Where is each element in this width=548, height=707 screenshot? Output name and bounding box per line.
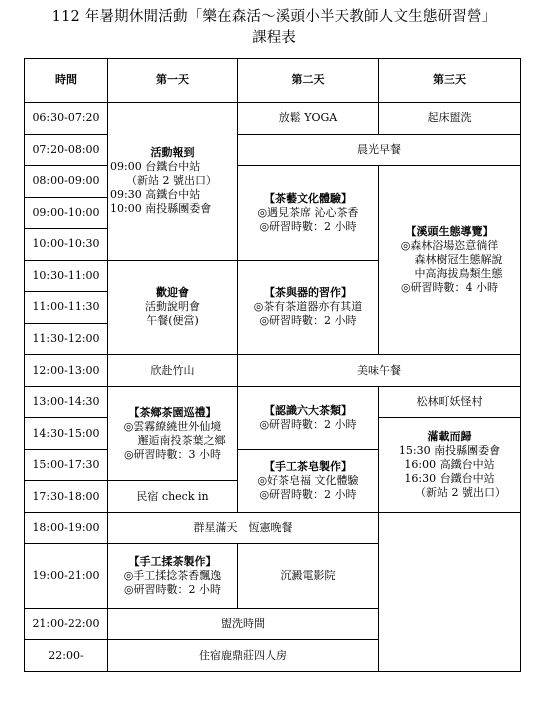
table-row xyxy=(25,134,521,166)
checkin-title: 活動報到 xyxy=(150,146,195,160)
tea-making-line: ◎手工揉捻茶香飄逸 xyxy=(123,569,222,583)
tea-soap-title: 【手工茶皂製作】 xyxy=(264,459,352,473)
schedule-table xyxy=(24,58,521,672)
day2-tea-soap-cell xyxy=(238,449,379,512)
day3-wake-cell: 起床盥洗 xyxy=(379,102,521,134)
time-cell: 21:00-22:00 xyxy=(25,608,108,640)
table-row xyxy=(25,166,521,198)
table-row xyxy=(25,512,521,544)
six-teas-line: ◎研習時數：2 小時 xyxy=(259,417,357,431)
tea-soap-line: ◎研習時數：2 小時 xyxy=(259,487,357,501)
header-time: 時間 xyxy=(25,59,108,103)
time-cell: 13:00-14:30 xyxy=(25,386,108,418)
welcome-title: 歡迎會 xyxy=(156,286,189,300)
day3-return-cell xyxy=(379,418,521,513)
ecology-line: ◎森林浴場恣意徜徉 xyxy=(400,239,499,253)
table-row xyxy=(25,386,521,418)
time-cell: 06:30-07:20 xyxy=(25,102,108,134)
breakfast-cell: 晨光早餐 xyxy=(238,134,521,166)
header-day2: 第二天 xyxy=(238,59,379,103)
dinner-cell: 群星滿天 恆憲晚餐 xyxy=(108,512,379,544)
checkin-line: 09:00 台鐵台中站 xyxy=(110,160,201,174)
lodging-cell: 住宿鹿鼎莊四人房 xyxy=(108,640,379,672)
tea-tour-line: ◎研習時數：3 小時 xyxy=(123,447,222,461)
tea-art-line: ◎研習時數：2 小時 xyxy=(259,219,357,233)
tea-ware-title: 【茶與器的習作】 xyxy=(264,286,352,300)
time-cell: 10:30-11:00 xyxy=(25,260,108,292)
day2-tea-ware-cell xyxy=(238,260,379,355)
time-cell: 09:00-10:00 xyxy=(25,197,108,229)
table-row xyxy=(25,102,521,134)
return-title: 滿載而歸 xyxy=(427,430,472,444)
day1-checkin-cell xyxy=(108,102,238,260)
welcome-line: 午餐(便當) xyxy=(146,314,199,328)
lunch-cell: 美味午餐 xyxy=(238,355,521,387)
tea-making-title: 【手工揉茶製作】 xyxy=(128,555,217,569)
day1-bnb-cell: 民宿 check in xyxy=(108,481,238,513)
return-line: （新站 2 號出口） xyxy=(415,486,506,500)
return-line: 16:00 高鐵台中站 xyxy=(404,458,495,472)
time-cell: 11:30-12:00 xyxy=(25,323,108,355)
time-cell: 19:00-21:00 xyxy=(25,544,108,608)
time-cell: 10:00-10:30 xyxy=(25,229,108,261)
time-cell: 11:00-11:30 xyxy=(25,292,108,324)
tea-tour-line: ◎雲霧繚繞世外仙境 xyxy=(123,419,222,433)
checkin-line: 09:30 高鐵台中站 xyxy=(110,188,201,202)
tea-ware-line: ◎研習時數：2 小時 xyxy=(259,314,357,328)
time-cell: 15:00-17:30 xyxy=(25,449,108,481)
day3-village-cell: 松林町妖怪村 xyxy=(379,386,521,418)
time-cell: 08:00-09:00 xyxy=(25,166,108,198)
day1-welcome-cell xyxy=(108,260,238,355)
ecology-line: 中高海拔鳥類生態 xyxy=(414,267,503,281)
ecology-line: ◎研習時數：4 小時 xyxy=(400,281,499,295)
day2-tea-art-cell xyxy=(238,166,379,261)
day1-trip-cell: 欣赴竹山 xyxy=(108,355,238,387)
ecology-title: 【溪頭生態導覽】 xyxy=(405,225,494,239)
page-subtitle: 課程表 xyxy=(252,30,296,46)
tea-soap-line: ◎好茶皂福 文化體驗 xyxy=(257,473,359,487)
tea-making-line: ◎研習時數：2 小時 xyxy=(123,583,222,597)
header-row xyxy=(25,59,521,103)
day2-cinema-cell: 沉澱電影院 xyxy=(238,544,379,608)
tea-tour-title: 【茶鄉茶園巡禮】 xyxy=(128,405,217,419)
day3-empty-cell xyxy=(379,512,521,671)
return-line: 16:30 台鐵台中站 xyxy=(404,472,495,486)
time-cell: 22:00- xyxy=(25,640,108,672)
tea-art-title: 【茶藝文化體驗】 xyxy=(264,191,352,205)
welcome-line: 活動說明會 xyxy=(145,300,200,314)
ecology-line: 森林樹冠生態解說 xyxy=(414,253,503,267)
day3-ecology-cell xyxy=(379,166,521,355)
return-line: 15:30 南投縣團委會 xyxy=(398,444,501,458)
tea-ware-line: ◎茶有茶道器亦有其道 xyxy=(253,300,363,314)
header-day1: 第一天 xyxy=(108,59,238,103)
tea-art-line: ◎遇見茶席 沁心茶香 xyxy=(257,205,359,219)
checkin-line: （新站 2 號出口） xyxy=(126,174,217,188)
day2-yoga-cell: 放鬆 YOGA xyxy=(238,102,379,134)
time-cell: 14:30-15:00 xyxy=(25,418,108,450)
checkin-line: 10:00 南投縣團委會 xyxy=(110,202,212,216)
tea-tour-line: 邂逅南投茶葉之鄉 xyxy=(137,433,226,447)
table-row xyxy=(25,355,521,387)
page-title: 112 年暑期休閒活動「樂在森活～溪頭小半天教師人文生態研習營」 xyxy=(51,9,497,25)
wash-cell: 盥洗時間 xyxy=(108,608,379,640)
day2-six-teas-cell xyxy=(238,386,379,449)
time-cell: 12:00-13:00 xyxy=(25,355,108,387)
time-cell: 07:20-08:00 xyxy=(25,134,108,166)
time-cell: 18:00-19:00 xyxy=(25,512,108,544)
day1-tea-making-cell xyxy=(108,544,238,608)
six-teas-title: 【認識六大茶類】 xyxy=(264,403,352,417)
time-cell: 17:30-18:00 xyxy=(25,481,108,513)
header-day3: 第三天 xyxy=(379,59,521,103)
day1-tea-tour-cell xyxy=(108,386,238,481)
